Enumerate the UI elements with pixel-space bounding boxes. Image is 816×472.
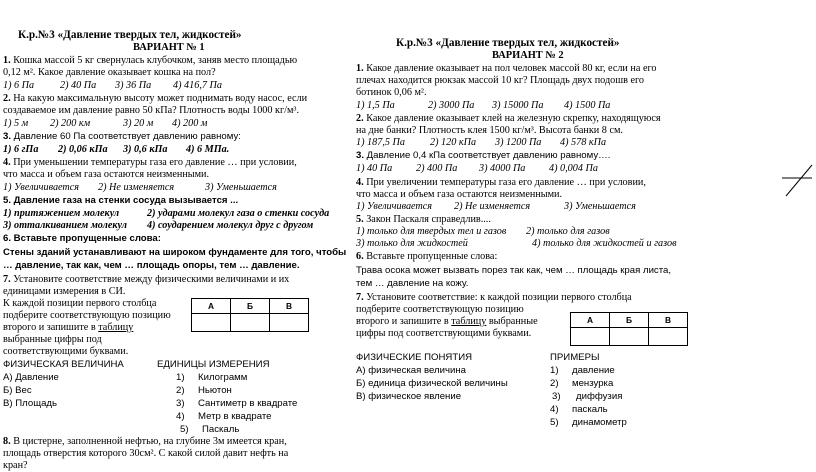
answer-option: 2) 3000 Па bbox=[428, 100, 475, 111]
answer-option: 2) Не изменяется bbox=[98, 182, 175, 193]
question-6-line-2: … давление, так как, чем … площадь опоры, тем … давление. bbox=[3, 260, 300, 271]
question-6-line-1: Стены зданий устанавливают на широком фундаменте для того, чтобы bbox=[3, 247, 347, 258]
answer-option: 1) притяжением молекул bbox=[3, 208, 120, 219]
table-link: таблицу bbox=[451, 316, 487, 327]
left-item: В) Площадь bbox=[3, 398, 58, 409]
answer-option: 3) 0,6 кПа bbox=[123, 144, 168, 155]
question-4: 4. При увеличении температуры газа его давление … при условии, bbox=[356, 177, 646, 188]
table-header-a: А bbox=[192, 299, 231, 314]
question-1-line-3: ботинок 0,06 м². bbox=[356, 87, 427, 98]
left-item: В) физическое явление bbox=[356, 391, 462, 402]
question-3: 3. Давление 60 Па соответствует давлению равному: bbox=[3, 131, 241, 142]
question-1-line-2: плечах находится рюкзак массой 10 кг? Площадь двух подошв его bbox=[356, 75, 644, 86]
question-7-instruction: соответствующими буквами. bbox=[3, 346, 129, 357]
right-item-number: 1) bbox=[550, 365, 559, 376]
answer-option: 2) 200 км bbox=[50, 118, 91, 129]
question-6: 6. Вставьте пропущенные слова: bbox=[3, 233, 161, 244]
answer-option: 3) 15000 Па bbox=[492, 100, 544, 111]
test-title: К.р.№3 «Давление твердых тел, жидкостей» bbox=[18, 29, 242, 41]
answer-option: 2) Не изменяется bbox=[454, 201, 531, 212]
answer-option: 4) 6 МПа. bbox=[186, 144, 230, 155]
right-column-header: ЕДИНИЦЫ ИЗМЕРЕНИЯ bbox=[157, 359, 270, 370]
answer-option: 2) только для газов bbox=[526, 226, 610, 237]
right-item: Килограмм bbox=[198, 372, 248, 383]
left-item: Б) единица физической величины bbox=[356, 378, 508, 389]
answer-option: 1) Увеличивается bbox=[356, 201, 433, 212]
answer-option: 4) 200 м bbox=[172, 118, 208, 129]
right-item: Паскаль bbox=[202, 424, 240, 435]
answer-option: 1) 40 Па bbox=[356, 163, 393, 174]
question-8: 8. В цистерне, заполненной нефтью, на глубине 3м имеется кран, bbox=[3, 436, 287, 447]
table-header-b: Б bbox=[610, 313, 649, 328]
answer-option: 2) ударами молекул газа о стенки сосуда bbox=[147, 208, 330, 219]
right-item: динамометр bbox=[572, 417, 627, 428]
table-link: таблицу bbox=[98, 322, 134, 333]
table-header-a: А bbox=[571, 313, 610, 328]
question-4-line-2: что масса и объем газа остаются неизменными. bbox=[356, 189, 563, 200]
table-header-v: В bbox=[649, 313, 688, 328]
answer-option: 4) только для жидкостей и газов bbox=[532, 238, 677, 249]
left-item: А) физическая величина bbox=[356, 365, 466, 376]
question-7-line-2: единицами измерения в СИ. bbox=[3, 286, 126, 297]
question-4-line-2: что масса и объем газа остаются неизменными. bbox=[3, 169, 210, 180]
question-7-instruction: цифры под соответствующими буквами. bbox=[356, 328, 532, 339]
answer-option: 1) 1,5 Па bbox=[356, 100, 395, 111]
question-7-instruction: подберите соответствующую позицию bbox=[3, 310, 171, 321]
question-8-line-3: кран? bbox=[3, 460, 28, 471]
answer-option: 1) только для твердых тел и газов bbox=[356, 226, 507, 237]
answer-option: 1) Увеличивается bbox=[3, 182, 80, 193]
answer-option: 1) 6 Па bbox=[3, 80, 35, 91]
right-item: давление bbox=[572, 365, 615, 376]
variant-heading: ВАРИАНТ № 1 bbox=[133, 42, 205, 53]
question-7-instruction: второго и запишите в таблицу выбранные bbox=[356, 316, 538, 327]
answer-option: 4) 0,004 Па bbox=[549, 163, 598, 174]
question-7-instruction: выбранные цифры под bbox=[3, 334, 102, 345]
left-column-header: ФИЗИЧЕСКИЕ ПОНЯТИЯ bbox=[356, 352, 473, 363]
answer-option: 1) 6 гПа bbox=[3, 144, 39, 155]
answer-option: 2) 40 Па bbox=[60, 80, 97, 91]
right-item-number: 4) bbox=[176, 411, 185, 422]
question-5: 5. Давление газа на стенки сосуда вызывается ... bbox=[3, 195, 239, 206]
question-1-line-2: 0,12 м². Какое давление оказывает кошка на пол? bbox=[3, 67, 216, 78]
question-6: 6. Вставьте пропущенные слова: bbox=[356, 251, 498, 262]
right-item-number: 3) bbox=[552, 391, 561, 402]
question-7-instruction: подберите соответствующую позицию bbox=[356, 304, 524, 315]
question-7-instruction: второго и запишите в таблицу bbox=[3, 322, 134, 333]
table-header-v: В bbox=[270, 299, 309, 314]
answer-option: 4) соударением молекул друг с другом bbox=[147, 220, 314, 231]
right-item-number: 1) bbox=[176, 372, 185, 383]
answer-option: 3) 4000 Па bbox=[479, 163, 526, 174]
question-2: 2. Какое давление оказывает клей на железную скрепку, находящуюся bbox=[356, 113, 661, 124]
answer-option: 3) 20 м bbox=[123, 118, 154, 129]
question-1: 1. Кошка массой 5 кг свернулась клубочком, заняв место площадью bbox=[3, 55, 298, 66]
answer-option: 3) Уменьшается bbox=[564, 201, 636, 212]
answer-option: 3) отталкиванием молекул bbox=[3, 220, 128, 231]
answer-option: 3) Уменьшается bbox=[205, 182, 277, 193]
left-item: Б) Вес bbox=[3, 385, 32, 396]
left-item: А) Давление bbox=[3, 372, 59, 383]
question-2-line-2: создаваемое им давление равно 50 кПа? Плотность воды 1000 кг/м³. bbox=[3, 105, 300, 116]
variant-heading: ВАРИАНТ № 2 bbox=[492, 50, 564, 61]
answer-option: 2) 0,06 кПа bbox=[58, 144, 108, 155]
right-item: Сантиметр в квадрате bbox=[198, 398, 298, 409]
answer-option: 1) 5 м bbox=[3, 118, 29, 129]
right-item: мензурка bbox=[572, 378, 614, 389]
answer-option: 3) только для жидкостей bbox=[356, 238, 468, 249]
question-5: 5. Закон Паскаля справедлив.... bbox=[356, 214, 491, 225]
right-item: диффузия bbox=[576, 391, 623, 402]
question-7: 7. Установите соответствие: к каждой позиции первого столбца bbox=[356, 292, 632, 303]
answer-option: 2) 120 кПа bbox=[430, 137, 477, 148]
answer-option: 3) 36 Па bbox=[115, 80, 152, 91]
answer-option: 4) 1500 Па bbox=[564, 100, 611, 111]
right-item: Ньютон bbox=[198, 385, 232, 396]
right-item-number: 2) bbox=[176, 385, 185, 396]
right-item: паскаль bbox=[572, 404, 608, 415]
right-item-number: 5) bbox=[180, 424, 189, 435]
answer-option: 4) 416,7 Па bbox=[173, 80, 222, 91]
right-item: Метр в квадрате bbox=[198, 411, 272, 422]
question-7: 7. Установите соответствие между физическими величинами и их bbox=[3, 274, 290, 285]
right-column-header: ПРИМЕРЫ bbox=[550, 352, 600, 363]
right-item-number: 5) bbox=[550, 417, 559, 428]
question-3: 3. Давление 0,4 кПа соответствует давлению равному…. bbox=[356, 150, 611, 161]
question-6-line-1: Трава осока может вызвать порез так как, чем … площадь края листа, bbox=[356, 265, 672, 276]
question-1: 1. Какое давление оказывает на пол человек массой 80 кг, если на его bbox=[356, 63, 657, 74]
right-item-number: 4) bbox=[550, 404, 559, 415]
question-2: 2. На какую максимальную высоту может поднимать воду насос, если bbox=[3, 93, 308, 104]
question-8-line-2: площадь отверстия которого 30см². С какой силой давит нефть на bbox=[3, 448, 289, 459]
answer-option: 4) 578 кПа bbox=[560, 137, 607, 148]
right-item-number: 2) bbox=[550, 378, 559, 389]
answer-option: 2) 400 Па bbox=[416, 163, 458, 174]
question-2-line-2: на дне банки? Плотность клея 1500 кг/м³. Высота банки 8 см. bbox=[356, 125, 623, 136]
answer-option: 1) 187,5 Па bbox=[356, 137, 405, 148]
question-7-instruction: К каждой позиции первого столбца bbox=[3, 298, 157, 309]
answer-option: 3) 1200 Па bbox=[495, 137, 542, 148]
left-column-header: ФИЗИЧЕСКАЯ ВЕЛИЧИНА bbox=[3, 359, 124, 370]
table-header-b: Б bbox=[231, 299, 270, 314]
question-6-line-2: тем … давление на кожу. bbox=[356, 278, 469, 289]
right-item-number: 3) bbox=[176, 398, 185, 409]
test-title: К.р.№3 «Давление твердых тел, жидкостей» bbox=[396, 37, 620, 49]
question-4: 4. При уменьшении температуры газа его давление … при условии, bbox=[3, 157, 297, 168]
